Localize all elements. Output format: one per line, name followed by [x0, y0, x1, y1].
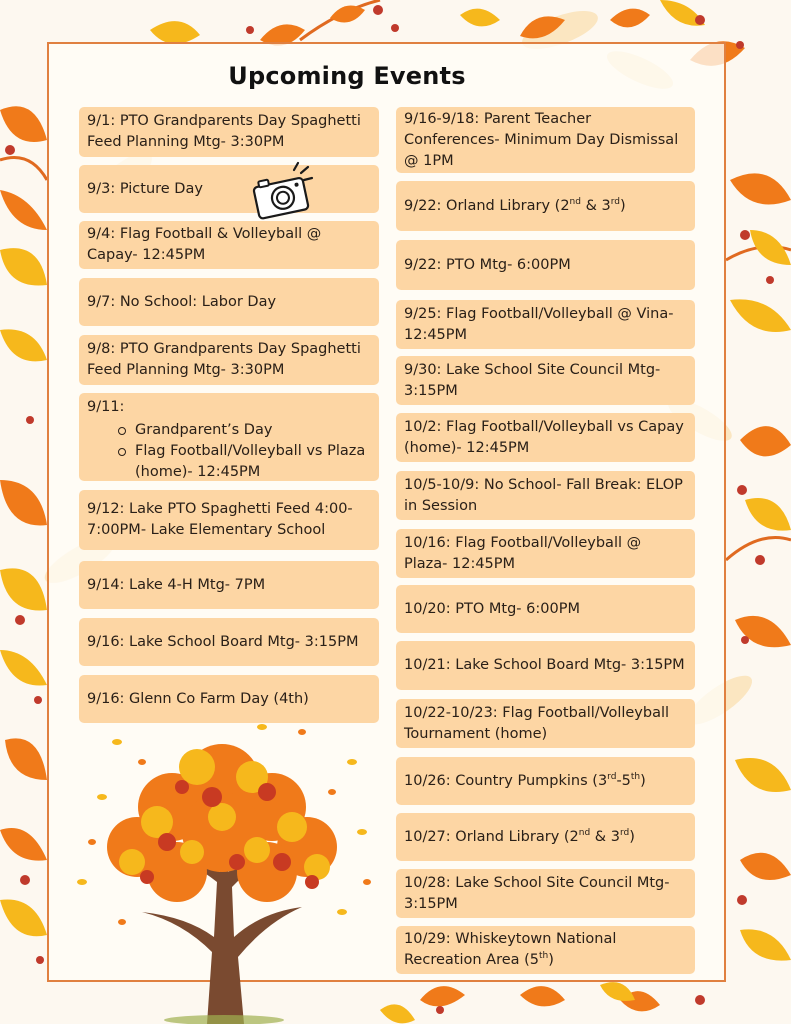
event-card: 10/22-10/23: Flag Football/Volleyball Tournament (home): [396, 699, 695, 748]
event-card: 9/30: Lake School Site Council Mtg-3:15PM: [396, 356, 695, 405]
list-item: Grandparent’s Day: [135, 420, 371, 441]
event-card: 9/14: Lake 4-H Mtg- 7PM: [79, 561, 379, 609]
event-card: 9/16: Glenn Co Farm Day (4th): [79, 675, 379, 723]
event-card: 9/4: Flag Football & Volleyball @ Capay- 12:45PM: [79, 221, 379, 269]
event-card: 9/22: Orland Library (2nd & 3rd): [396, 181, 695, 231]
event-card: 10/5-10/9: No School- Fall Break: ELOP in Session: [396, 471, 695, 520]
event-card: 10/27: Orland Library (2nd & 3rd): [396, 813, 695, 861]
event-card: 10/2: Flag Football/Volleyball vs Capay (home)- 12:45PM: [396, 413, 695, 462]
event-card: 9/16-9/18: Parent Teacher Conferences- Minimum Day Dismissal @ 1PM: [396, 107, 695, 173]
event-card: 10/28: Lake School Site Council Mtg-3:15PM: [396, 869, 695, 918]
camera-icon: [248, 160, 316, 222]
list-item: Flag Football/Volleyball vs Plaza (home)- 12:45PM: [135, 441, 371, 483]
event-card: 9/22: PTO Mtg- 6:00PM: [396, 240, 695, 290]
event-card: 9/11: Grandparent’s Day Flag Football/Volleyball vs Plaza (home)- 12:45PM: [79, 393, 379, 481]
event-card: 10/26: Country Pumpkins (3rd-5th): [396, 757, 695, 805]
page-title: Upcoming Events: [228, 62, 466, 90]
event-card: 10/16: Flag Football/Volleyball @ Plaza- 12:45PM: [396, 529, 695, 578]
event-card: 9/7: No School: Labor Day: [79, 278, 379, 326]
event-card: 9/25: Flag Football/Volleyball @ Vina-12:45PM: [396, 300, 695, 349]
event-card: 9/8: PTO Grandparents Day Spaghetti Feed Planning Mtg- 3:30PM: [79, 335, 379, 385]
autumn-tree-illustration: [62, 722, 382, 1024]
event-card: 9/1: PTO Grandparents Day Spaghetti Feed Planning Mtg- 3:30PM: [79, 107, 379, 157]
event-card: 10/29: Whiskeytown National Recreation Area (5th): [396, 926, 695, 974]
event-card: 9/12: Lake PTO Spaghetti Feed 4:00-7:00PM- Lake Elementary School: [79, 490, 379, 550]
event-card: 9/16: Lake School Board Mtg- 3:15PM: [79, 618, 379, 666]
event-card: 10/21: Lake School Board Mtg- 3:15PM: [396, 641, 695, 690]
event-card: 9/3: Picture Day: [79, 165, 379, 213]
event-card: 10/20: PTO Mtg- 6:00PM: [396, 585, 695, 633]
event-sublist: [87, 420, 371, 483]
